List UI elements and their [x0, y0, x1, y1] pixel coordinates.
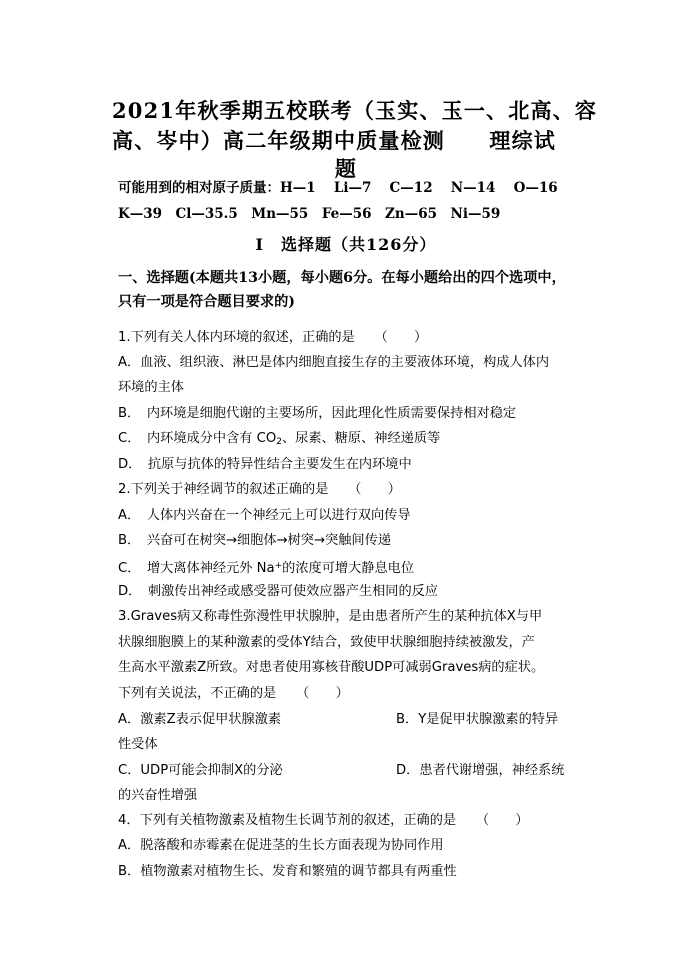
- q1-stem: 1.下列有关人体内环境的叙述，正确的是 （ ）: [118, 330, 428, 345]
- q1-option-a-line-1: A．血液、组织液、淋巴是体内细胞直接生存的主要液体环境，构成人体内: [118, 355, 550, 370]
- q3-option-b-line-1: B．Y是促甲状腺激素的特异: [396, 712, 559, 727]
- q3-option-d-line-1: D．患者代谢增强，神经系统: [396, 763, 565, 778]
- q3-option-d-line-2: 的兴奋性增强: [118, 788, 198, 803]
- q2-option-d: D． 刺激传出神经或感受器可使效应器产生相同的反应: [118, 584, 439, 599]
- q1-option-c: [118, 429, 440, 452]
- atomic-masses-line-1: 可能用到的相对原子质量：H—1 Li—7 C—12 N—14 O—16: [118, 180, 558, 196]
- q1-option-d: D． 抗原与抗体的特异性结合主要发生在内环境中: [118, 457, 412, 472]
- q2-option-c-sup: +: [274, 561, 283, 571]
- q2-option-c-post: 的浓度可增大静息电位: [282, 561, 415, 576]
- exam-title-line-2: 高、岑中）高二年级期中质量检测 理综试: [112, 128, 556, 153]
- instructions-line-1: 一、选择题(本题共13小题，每小题6分。在每小题给出的四个选项中，: [118, 270, 566, 286]
- exam-title-line-1: 2021年秋季期五校联考（玉实、玉一、北高、容: [112, 98, 598, 123]
- q2-stem: 2.下列关于神经调节的叙述正确的是 （ ）: [118, 482, 401, 497]
- q3-option-c: C．UDP可能会抑制X的分泌: [118, 763, 283, 778]
- exam-title-line-3: 题: [334, 156, 358, 181]
- q3-option-b-line-2: 性受体: [118, 737, 158, 752]
- q2-option-c: [118, 556, 414, 579]
- q1-option-c-sub: 2: [276, 437, 282, 447]
- q1-option-a-line-2: 环境的主体: [118, 380, 184, 395]
- instructions-line-2: 只有一项是符合题目要求的): [118, 294, 295, 310]
- atomic-masses-line-2: K—39 Cl—35.5 Mn—55 Fe—56 Zn—65 Ni—59: [118, 206, 501, 222]
- section-title: Ⅰ 选择题（共126分）: [255, 235, 437, 254]
- q1-option-c-post: 、尿素、糖原、神经递质等: [282, 431, 441, 446]
- q4-option-a: A．脱落酸和赤霉素在促进茎的生长方面表现为协同作用: [118, 838, 444, 853]
- q3-stem-line-2: 状腺细胞膜上的某种激素的受体Y结合，致使甲状腺细胞持续被激发，产: [118, 635, 535, 650]
- q3-option-a: A．激素Z表示促甲状腺激素: [118, 712, 282, 727]
- q4-option-b: B．植物激素对植物生长、发育和繁殖的调节都具有两重性: [118, 864, 457, 879]
- q3-stem-line-1: 3.Graves病又称毒性弥漫性甲状腺肿，是由患者所产生的某种抗体X与甲: [118, 609, 543, 624]
- q1-option-c-pre: C． 内环境成分中含有 CO: [118, 431, 277, 446]
- q2-option-b: B． 兴奋可在树突→细胞体→树突→突触间传递: [118, 533, 391, 548]
- q4-stem: 4．下列有关植物激素及植物生长调节剂的叙述，正确的是 （ ）: [118, 813, 529, 828]
- q3-stem-line-3: 生高水平激素Z所致。对患者使用寡核苷酸UDP可减弱Graves病的症状。: [118, 660, 545, 675]
- q2-option-a: A． 人体内兴奋在一个神经元上可以进行双向传导: [118, 508, 411, 523]
- q3-stem-line-4: 下列有关说法，不正确的是 （ ）: [118, 686, 349, 701]
- q1-option-b: B． 内环境是细胞代谢的主要场所，因此理化性质需要保持相对稳定: [118, 406, 517, 421]
- q2-option-c-pre: C． 增大离体神经元外 Na: [118, 561, 275, 576]
